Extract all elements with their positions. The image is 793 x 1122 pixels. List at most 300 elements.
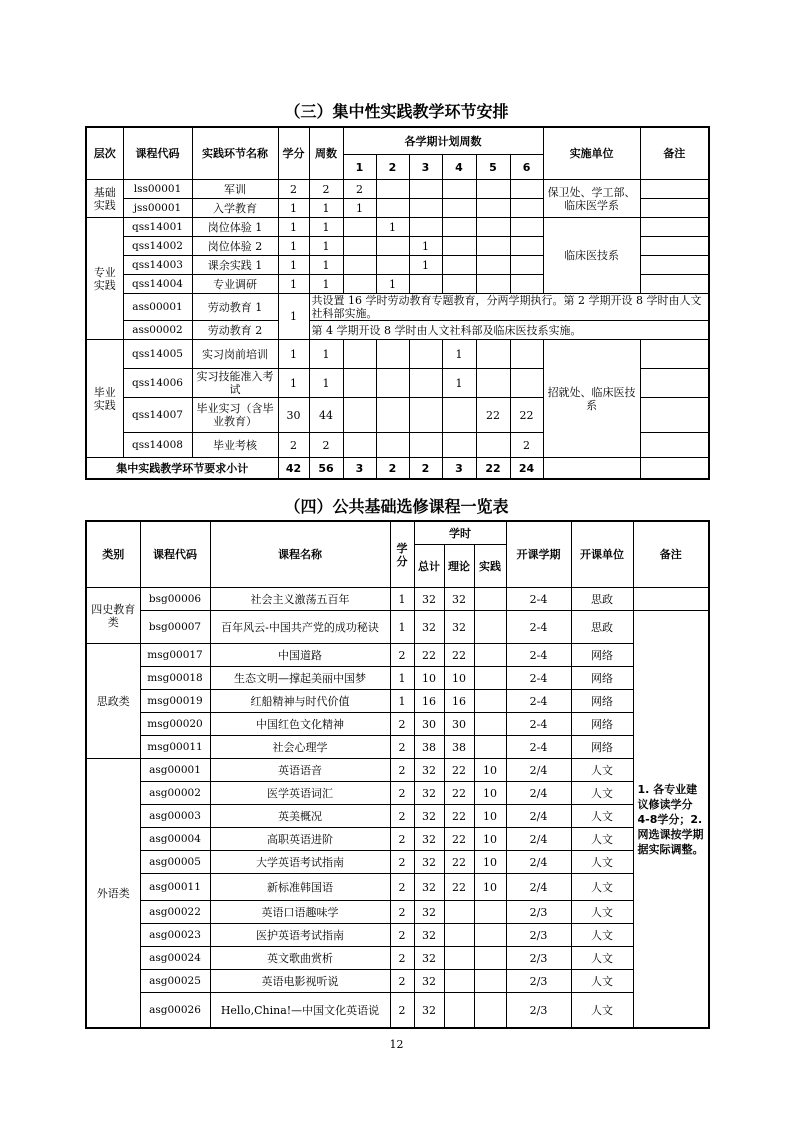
course-weeks: 1 — [309, 199, 343, 218]
course-name: 课余实践 1 — [192, 256, 278, 275]
course-credit: 2 — [390, 782, 414, 805]
course-theory-hours: 22 — [444, 851, 474, 874]
course-code: msg00020 — [140, 713, 210, 736]
header-level: 层次 — [86, 127, 123, 180]
term-weeks — [510, 180, 543, 199]
course-name: 医护英语考试指南 — [210, 924, 390, 947]
term-weeks: 1 — [409, 237, 442, 256]
term-weeks — [476, 256, 510, 275]
course-name: 中国红色文化精神 — [210, 713, 390, 736]
term-weeks: 22 — [476, 398, 510, 433]
course-practice-hours: 10 — [474, 828, 506, 851]
course-practice-hours — [474, 970, 506, 993]
total-term: 2 — [409, 458, 442, 480]
term-weeks — [510, 275, 543, 294]
term-weeks — [510, 340, 543, 369]
course-term: 2/3 — [506, 970, 571, 993]
term-weeks — [442, 398, 476, 433]
header-code: 课程代码 — [140, 521, 210, 588]
header-hours: 学时 — [414, 521, 506, 545]
total-term: 24 — [510, 458, 543, 480]
course-credit: 1 — [390, 690, 414, 713]
course-name: 毕业实习（含毕业教育） — [192, 398, 278, 433]
course-total-hours: 32 — [414, 901, 444, 924]
remark-cell — [640, 369, 709, 398]
course-code: qss14003 — [123, 256, 192, 275]
term-weeks — [510, 369, 543, 398]
table-row — [86, 924, 709, 947]
term-weeks — [409, 433, 442, 458]
course-name: 英文歌曲赏析 — [210, 947, 390, 970]
term-weeks — [376, 199, 409, 218]
table-row — [86, 828, 709, 851]
course-theory-hours — [444, 924, 474, 947]
header-term: 3 — [409, 155, 442, 180]
total-term: 3 — [442, 458, 476, 480]
table-row — [86, 713, 709, 736]
course-unit: 思政 — [571, 588, 633, 611]
table-row — [86, 901, 709, 924]
course-code: asg00003 — [140, 805, 210, 828]
course-credit: 2 — [390, 901, 414, 924]
course-weeks: 2 — [309, 433, 343, 458]
course-unit: 人文 — [571, 874, 633, 901]
term-weeks — [376, 237, 409, 256]
header-name: 课程名称 — [210, 521, 390, 588]
course-credit: 2 — [390, 947, 414, 970]
header-name: 实践环节名称 — [192, 127, 278, 180]
course-term: 2/3 — [506, 993, 571, 1029]
course-total-hours: 32 — [414, 947, 444, 970]
course-code: asg00004 — [140, 828, 210, 851]
term-weeks — [409, 218, 442, 237]
course-name: 高职英语进阶 — [210, 828, 390, 851]
table-row — [86, 611, 709, 644]
page-number: 12 — [389, 1038, 404, 1051]
table-row — [86, 218, 709, 237]
remark-cell — [640, 340, 709, 369]
course-total-hours: 22 — [414, 644, 444, 667]
header-term: 1 — [343, 155, 376, 180]
course-total-hours: 32 — [414, 805, 444, 828]
term-weeks — [409, 180, 442, 199]
course-name: 英语语音 — [210, 759, 390, 782]
header-code: 课程代码 — [123, 127, 192, 180]
table-row — [86, 588, 709, 611]
unit-grad: 招就处、临床医技系 — [543, 340, 640, 458]
course-total-hours: 32 — [414, 993, 444, 1029]
total-label: 集中实践教学环节要求小计 — [86, 458, 278, 480]
course-code: qss14006 — [123, 369, 192, 398]
group-basic: 基础实践 — [86, 180, 123, 218]
course-weeks: 1 — [309, 218, 343, 237]
total-term: 3 — [343, 458, 376, 480]
course-code: asg00011 — [140, 874, 210, 901]
course-unit: 人文 — [571, 828, 633, 851]
table-row — [86, 805, 709, 828]
course-code: asg00002 — [140, 782, 210, 805]
course-unit: 网络 — [571, 644, 633, 667]
course-theory-hours: 30 — [444, 713, 474, 736]
course-code: asg00022 — [140, 901, 210, 924]
table-row — [86, 874, 709, 901]
course-weeks: 1 — [309, 275, 343, 294]
header-term: 4 — [442, 155, 476, 180]
course-practice-hours — [474, 736, 506, 759]
course-credit: 1 — [278, 237, 309, 256]
remark-cell — [633, 588, 709, 611]
course-weeks: 44 — [309, 398, 343, 433]
course-credit: 30 — [278, 398, 309, 433]
term-weeks — [343, 237, 376, 256]
remark-cell — [640, 256, 709, 275]
course-total-hours: 32 — [414, 924, 444, 947]
course-total-hours: 32 — [414, 828, 444, 851]
course-name: 社会心理学 — [210, 736, 390, 759]
course-credit: 1 — [278, 199, 309, 218]
practice-arrangement-table — [85, 126, 710, 480]
course-name: 军训 — [192, 180, 278, 199]
course-term: 2-4 — [506, 667, 571, 690]
term-weeks — [343, 256, 376, 275]
term-weeks — [442, 237, 476, 256]
course-name: Hello,China!—中国文化英语说 — [210, 993, 390, 1029]
term-weeks — [343, 275, 376, 294]
course-unit: 人文 — [571, 851, 633, 874]
term-weeks: 1 — [376, 218, 409, 237]
course-term: 2/3 — [506, 924, 571, 947]
category-language: 外语类 — [86, 759, 140, 1029]
course-theory-hours: 22 — [444, 828, 474, 851]
term-weeks — [476, 180, 510, 199]
course-total-hours: 32 — [414, 874, 444, 901]
term-weeks: 2 — [343, 180, 376, 199]
course-name: 专业调研 — [192, 275, 278, 294]
course-credit: 2 — [390, 644, 414, 667]
term-weeks — [376, 256, 409, 275]
remark-cell — [640, 180, 709, 199]
group-major: 专业实践 — [86, 218, 123, 340]
term-weeks — [343, 369, 376, 398]
course-term: 2-4 — [506, 690, 571, 713]
course-name: 社会主义激荡五百年 — [210, 588, 390, 611]
header-term: 2 — [376, 155, 409, 180]
header-theory: 理论 — [444, 545, 474, 588]
course-practice-hours — [474, 924, 506, 947]
header-unit: 实施单位 — [543, 127, 640, 180]
course-credit: 1 — [390, 667, 414, 690]
course-credit: 2 — [390, 924, 414, 947]
course-code: bsg00006 — [140, 588, 210, 611]
course-name: 大学英语考试指南 — [210, 851, 390, 874]
course-credit: 2 — [390, 828, 414, 851]
course-credit: 1 — [278, 218, 309, 237]
course-code: lss00001 — [123, 180, 192, 199]
course-total-hours: 32 — [414, 611, 444, 644]
course-name: 劳动教育 2 — [192, 321, 278, 340]
course-theory-hours — [444, 970, 474, 993]
course-unit: 人文 — [571, 947, 633, 970]
term-weeks — [376, 180, 409, 199]
term-weeks: 1 — [442, 340, 476, 369]
course-credit: 2 — [390, 970, 414, 993]
course-term: 2/4 — [506, 805, 571, 828]
course-unit: 人文 — [571, 924, 633, 947]
course-name: 入学教育 — [192, 199, 278, 218]
course-credit: 2 — [390, 736, 414, 759]
course-name: 百年风云-中国共产党的成功秘诀 — [210, 611, 390, 644]
group-grad: 毕业实践 — [86, 340, 123, 458]
course-term: 2/4 — [506, 759, 571, 782]
course-credit: 2 — [390, 759, 414, 782]
course-code: qss14001 — [123, 218, 192, 237]
course-practice-hours: 10 — [474, 874, 506, 901]
remark-cell — [640, 218, 709, 237]
course-term: 2-4 — [506, 611, 571, 644]
total-remark — [640, 458, 709, 480]
term-weeks — [409, 398, 442, 433]
course-name: 医学英语词汇 — [210, 782, 390, 805]
course-weeks: 2 — [309, 180, 343, 199]
course-total-hours: 32 — [414, 970, 444, 993]
course-name: 劳动教育 1 — [192, 294, 278, 321]
term-weeks — [442, 256, 476, 275]
course-total-hours: 16 — [414, 690, 444, 713]
course-practice-hours: 10 — [474, 759, 506, 782]
course-code: msg00011 — [140, 736, 210, 759]
course-credit: 2 — [390, 805, 414, 828]
course-theory-hours: 38 — [444, 736, 474, 759]
term-weeks: 1 — [376, 275, 409, 294]
total-term: 22 — [476, 458, 510, 480]
term-weeks — [476, 275, 510, 294]
table-row — [86, 294, 709, 321]
term-weeks: 22 — [510, 398, 543, 433]
term-weeks — [343, 433, 376, 458]
course-theory-hours: 22 — [444, 782, 474, 805]
course-practice-hours — [474, 947, 506, 970]
course-total-hours: 32 — [414, 759, 444, 782]
course-code: msg00018 — [140, 667, 210, 690]
course-term: 2-4 — [506, 713, 571, 736]
term-weeks — [510, 218, 543, 237]
course-total-hours: 38 — [414, 736, 444, 759]
term-weeks — [476, 218, 510, 237]
header-term: 5 — [476, 155, 510, 180]
course-total-hours: 32 — [414, 851, 444, 874]
course-name: 岗位体验 1 — [192, 218, 278, 237]
term-weeks — [476, 199, 510, 218]
term-weeks — [442, 180, 476, 199]
term-weeks — [442, 199, 476, 218]
term-weeks — [376, 398, 409, 433]
course-theory-hours: 32 — [444, 611, 474, 644]
course-practice-hours — [474, 901, 506, 924]
header-practice: 实践 — [474, 545, 506, 588]
course-credit: 1 — [278, 256, 309, 275]
table-row — [86, 970, 709, 993]
term-weeks — [442, 433, 476, 458]
course-total-hours: 32 — [414, 588, 444, 611]
section3-title: （三）集中性实践教学环节安排 — [284, 102, 509, 121]
header-plan: 各学期计划周数 — [343, 127, 543, 155]
course-credit: 2 — [390, 713, 414, 736]
term-weeks — [376, 340, 409, 369]
term-weeks — [476, 340, 510, 369]
course-theory-hours: 16 — [444, 690, 474, 713]
table-row — [86, 736, 709, 759]
course-unit: 人文 — [571, 805, 633, 828]
remark-cell — [640, 199, 709, 218]
course-credit: 1 — [390, 588, 414, 611]
course-code: asg00023 — [140, 924, 210, 947]
course-practice-hours — [474, 993, 506, 1029]
course-theory-hours: 32 — [444, 588, 474, 611]
header-remark: 备注 — [633, 521, 709, 588]
term-weeks — [510, 237, 543, 256]
course-term: 2/4 — [506, 828, 571, 851]
course-term: 2-4 — [506, 644, 571, 667]
course-credit: 1 — [390, 611, 414, 644]
table-row — [86, 321, 709, 340]
header-remark: 备注 — [640, 127, 709, 180]
term-weeks — [409, 369, 442, 398]
header-term: 开课学期 — [506, 521, 571, 588]
course-practice-hours: 10 — [474, 782, 506, 805]
term-weeks: 1 — [442, 369, 476, 398]
term-weeks: 2 — [510, 433, 543, 458]
course-name: 岗位体验 2 — [192, 237, 278, 256]
table-row — [86, 644, 709, 667]
course-weeks: 1 — [309, 369, 343, 398]
header-term: 6 — [510, 155, 543, 180]
course-weeks: 1 — [309, 340, 343, 369]
table-row — [86, 782, 709, 805]
term-weeks — [510, 256, 543, 275]
header-credit: 学分 — [390, 521, 414, 588]
total-unit — [543, 458, 640, 480]
course-name: 英语口语趣味学 — [210, 901, 390, 924]
table-row — [86, 690, 709, 713]
course-term: 2/4 — [506, 874, 571, 901]
header-row — [86, 127, 709, 155]
term-weeks — [409, 199, 442, 218]
course-total-hours: 32 — [414, 782, 444, 805]
term-weeks — [476, 433, 510, 458]
course-credit: 1 — [278, 294, 309, 340]
course-term: 2/4 — [506, 851, 571, 874]
course-name: 英美概况 — [210, 805, 390, 828]
course-practice-hours — [474, 667, 506, 690]
remark-note: 1. 各专业建议修读学分4-8学分；2. 网选课按学期据实际调整。 — [633, 611, 709, 1029]
course-name: 新标准韩国语 — [210, 874, 390, 901]
course-note: 共设置 16 学时劳动教育专题教育，分两学期执行。第 2 学期开设 8 学时由人文社科部实施。 — [309, 294, 709, 321]
course-code: msg00019 — [140, 690, 210, 713]
course-unit: 网络 — [571, 690, 633, 713]
section4-title: （四）公共基础选修课程一览表 — [284, 497, 509, 516]
term-weeks — [409, 275, 442, 294]
course-weeks: 1 — [309, 237, 343, 256]
remark-cell — [640, 237, 709, 256]
course-code: ass00001 — [123, 294, 192, 321]
course-name: 生态文明—撑起美丽中国梦 — [210, 667, 390, 690]
term-weeks — [376, 369, 409, 398]
term-weeks — [476, 237, 510, 256]
course-theory-hours: 22 — [444, 874, 474, 901]
course-code: msg00017 — [140, 644, 210, 667]
course-name: 红船精神与时代价值 — [210, 690, 390, 713]
course-total-hours: 10 — [414, 667, 444, 690]
term-weeks — [343, 398, 376, 433]
course-unit: 人文 — [571, 993, 633, 1029]
term-weeks — [409, 340, 442, 369]
course-theory-hours — [444, 947, 474, 970]
course-code: qss14002 — [123, 237, 192, 256]
course-term: 2/4 — [506, 782, 571, 805]
term-weeks: 1 — [409, 256, 442, 275]
course-weeks: 1 — [309, 256, 343, 275]
table-row — [86, 947, 709, 970]
course-unit: 人文 — [571, 970, 633, 993]
table-row — [86, 340, 709, 369]
course-code: qss14005 — [123, 340, 192, 369]
term-weeks — [510, 199, 543, 218]
course-code: qss14004 — [123, 275, 192, 294]
course-credit: 2 — [278, 433, 309, 458]
term-weeks — [343, 340, 376, 369]
course-credit: 2 — [390, 874, 414, 901]
course-credit: 1 — [278, 275, 309, 294]
course-unit: 人文 — [571, 782, 633, 805]
header-category: 类别 — [86, 521, 140, 588]
course-code: qss14008 — [123, 433, 192, 458]
course-code: asg00005 — [140, 851, 210, 874]
table-row — [86, 667, 709, 690]
course-credit: 2 — [278, 180, 309, 199]
course-practice-hours: 10 — [474, 805, 506, 828]
course-name: 中国道路 — [210, 644, 390, 667]
total-credit: 42 — [278, 458, 309, 480]
term-weeks — [442, 275, 476, 294]
course-unit: 人文 — [571, 901, 633, 924]
table-row — [86, 759, 709, 782]
unit-major: 临床医技系 — [543, 218, 640, 294]
course-name: 实习技能准入考试 — [192, 369, 278, 398]
course-term: 2/3 — [506, 901, 571, 924]
header-total: 总计 — [414, 545, 444, 588]
course-code: qss14007 — [123, 398, 192, 433]
course-practice-hours — [474, 713, 506, 736]
course-name: 毕业考核 — [192, 433, 278, 458]
header-unit: 开课单位 — [571, 521, 633, 588]
category-history: 四史教育类 — [86, 588, 140, 644]
total-term: 2 — [376, 458, 409, 480]
total-weeks: 56 — [309, 458, 343, 480]
course-code: ass00002 — [123, 321, 192, 340]
term-weeks — [476, 369, 510, 398]
course-theory-hours — [444, 901, 474, 924]
course-credit: 1 — [278, 369, 309, 398]
course-unit: 思政 — [571, 611, 633, 644]
course-unit: 网络 — [571, 736, 633, 759]
course-practice-hours: 10 — [474, 851, 506, 874]
term-weeks: 1 — [343, 199, 376, 218]
course-code: asg00001 — [140, 759, 210, 782]
course-unit: 人文 — [571, 759, 633, 782]
total-row — [86, 458, 709, 480]
course-total-hours: 30 — [414, 713, 444, 736]
course-practice-hours — [474, 611, 506, 644]
